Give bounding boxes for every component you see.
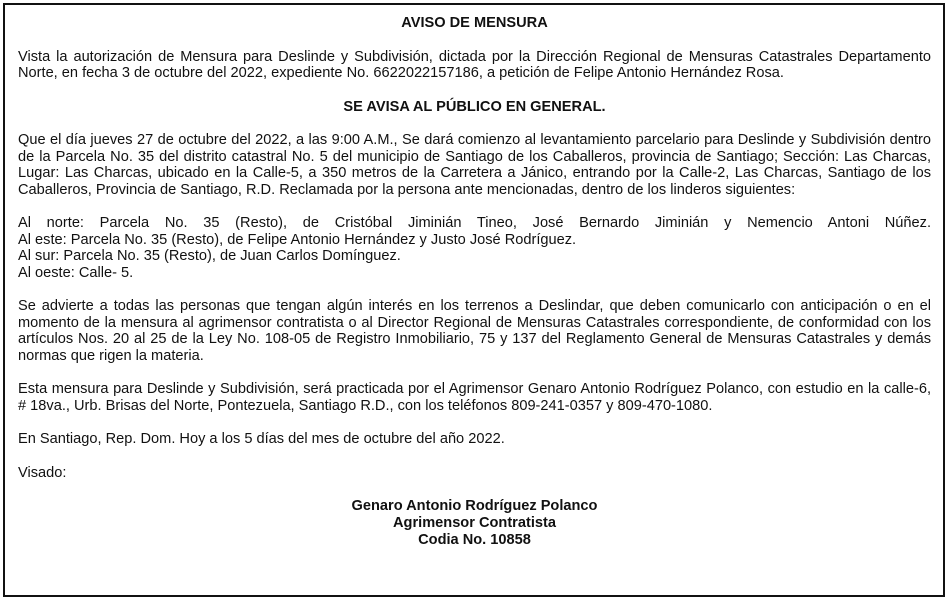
warning-paragraph: Se advierte a todas las personas que tengan algún interés en los terrenos a Deslindar, que deben comunicarlo con anticipación o en el momento de la mensura al agrimensor contratista o al Director Regional de Mensuras Catastrales correspondiente, de conformidad con los artículos Nos. 20 al 25 de la Ley No. 108-05 de Registro Inmobiliario, 75 y 137 del Reglamento General de Mensuras Catastrales y demás normas que rigen la materia. — [18, 298, 931, 364]
details-paragraph: Que el día jueves 27 de octubre del 2022, a las 9:00 A.M., Se dará comienzo al levantamiento parcelario para Deslinde y Subdivisión dentro de la Parcela No. 35 del distrito catastral No. 5 del municipio de Santiago de los Caballeros, provincia de Santiago; Sección: Las Charcas, Lugar: Las Charcas, ubicado en la Calle-5, a 350 metros de la Carretera a Jánico, entrando por la Calle-2, Las Charcas, Santiago de los Caballeros, Provincia de Santiago, R.D. Reclamada por la persona ante mencionadas, dentro de los linderos siguientes: — [18, 132, 931, 198]
surveyor-paragraph: Esta mensura para Deslinde y Subdivisión, será practicada por el Agrimensor Genaro Antonio Rodríguez Polanco, con estudio en la calle-6, # 18va., Urb. Brisas del Norte, Pontezuela, Santiago R.D., con los teléfonos 809-241-0357 y 809-470-1080. — [18, 381, 931, 414]
notice-title: AVISO DE MENSURA — [401, 15, 548, 31]
date-line: En Santiago, Rep. Dom. Hoy a los 5 días del mes de octubre del año 2022. — [18, 431, 505, 447]
boundary-east: Al este: Parcela No. 35 (Resto), de Felipe Antonio Hernández y Justo José Rodríguez. — [18, 231, 577, 248]
intro-paragraph: Vista la autorización de Mensura para Deslinde y Subdivisión, dictada por la Dirección Regional de Mensuras Catastrales Departamento Norte, en fecha 3 de octubre del 2022, expediente No. 6622022157186, a petición de Felipe Antonio Hernández Rosa. — [18, 48, 931, 81]
signer-name: Genaro Antonio Rodríguez Polanco — [351, 498, 598, 514]
signer-codia: Codia No. 10858 — [418, 531, 531, 548]
signer-role: Agrimensor Contratista — [393, 514, 556, 531]
boundaries-list — [18, 215, 931, 281]
notice-subtitle: SE AVISA AL PÚBLICO EN GENERAL. — [343, 98, 606, 115]
signature-block — [18, 498, 931, 548]
boundary-south: Al sur: Parcela No. 35 (Resto), de Juan Carlos Domínguez. — [18, 248, 401, 264]
notice-box — [3, 3, 945, 597]
visado-label: Visado: — [18, 464, 67, 481]
boundary-west: Al oeste: Calle- 5. — [18, 264, 134, 281]
boundary-north: Al norte: Parcela No. 35 (Resto), de Cristóbal Jiminián Tineo, José Bernardo Jiminián y Nemencio Antoni Núñez. — [18, 215, 931, 231]
